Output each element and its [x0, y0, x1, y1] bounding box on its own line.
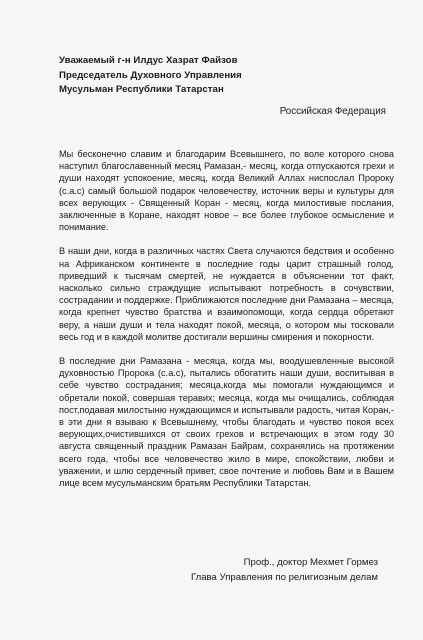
- country-line: Российская Федерация: [279, 106, 386, 117]
- signature-block: [191, 556, 378, 585]
- paragraph: В наши дни, когда в различных частях Света случаются бедствия и особенно на Африканском континенте в последние годы царит страшный голод, приведший к тысячам смертей, не нуждается в объяснении тот факт, насколько сильно страждущие испытывают потребность в сочувствии, сострадании и поддержке. Приближаются последние дни Рамазана – месяца, когда крепнет чувство братства и взаимопомощи, когда сердца обретают веру, а наши души и тела находят покой, месяца, о котором мы тосковали весь год и в каждой молитве достигали вершины смирения и покорности.: [59, 246, 394, 342]
- paragraph: Мы бесконечно славим и благодарим Всевышнего, по воле которого снова наступил благославенный месяц Рамазан,- месяц, когда отпускаются грехи и души находят успокоение, месяц, когда Великий Аллах ниспослал Пророку (с.а.с) самый большой подарок человечеству, источник веры и культуры для всех верующих - Священный Коран - месяц, когда милостивые послания, заключенные в Коране, находят новое – все более глубокое осмысление и понимание.: [59, 149, 394, 233]
- signatory-name: Проф., доктор Мехмет Гормез: [243, 557, 378, 568]
- addressee-name: Уважаемый г-н Илдус Хазрат Файзов: [59, 55, 238, 66]
- letter-body: [59, 148, 394, 501]
- paragraph: В последние дни Рамазана - месяца, когда мы, воодушевленные высокой духовностью Пророка (с.а.с), пытались обогатить наши души, воспитывая в себе чувство сострадания; месяца,когда мы помогали нуждающимся и обретали покой, совершая теравих; месяца, когда мы очищались, соблюдая пост,подавая милостыню нуждающимся и испытывали радость, читая Коран,- в эти дни я взываю к Всевышнему, чтобы благодать и чувство покоя всех верующих,очистившихся от своих грехов и встречающих в этом году 30 августа священный праздник Рамазан Байрам, сохранялись на протяжении всего года, чтобы все человечество жило в мире, спокойствии, любви и уважении, и шлю сердечный привет, свое почтение и любовь Вам и в Вашем лице всем мусульманским братьям Республики Татарстан.: [59, 356, 394, 489]
- addressee-block: [59, 54, 399, 98]
- addressee-title: Председатель Духовного Управления: [59, 69, 242, 81]
- signatory-position: Глава Управления по религиозным делам: [190, 571, 378, 583]
- addressee-organization: Мусульман Республики Татарстан: [59, 84, 224, 95]
